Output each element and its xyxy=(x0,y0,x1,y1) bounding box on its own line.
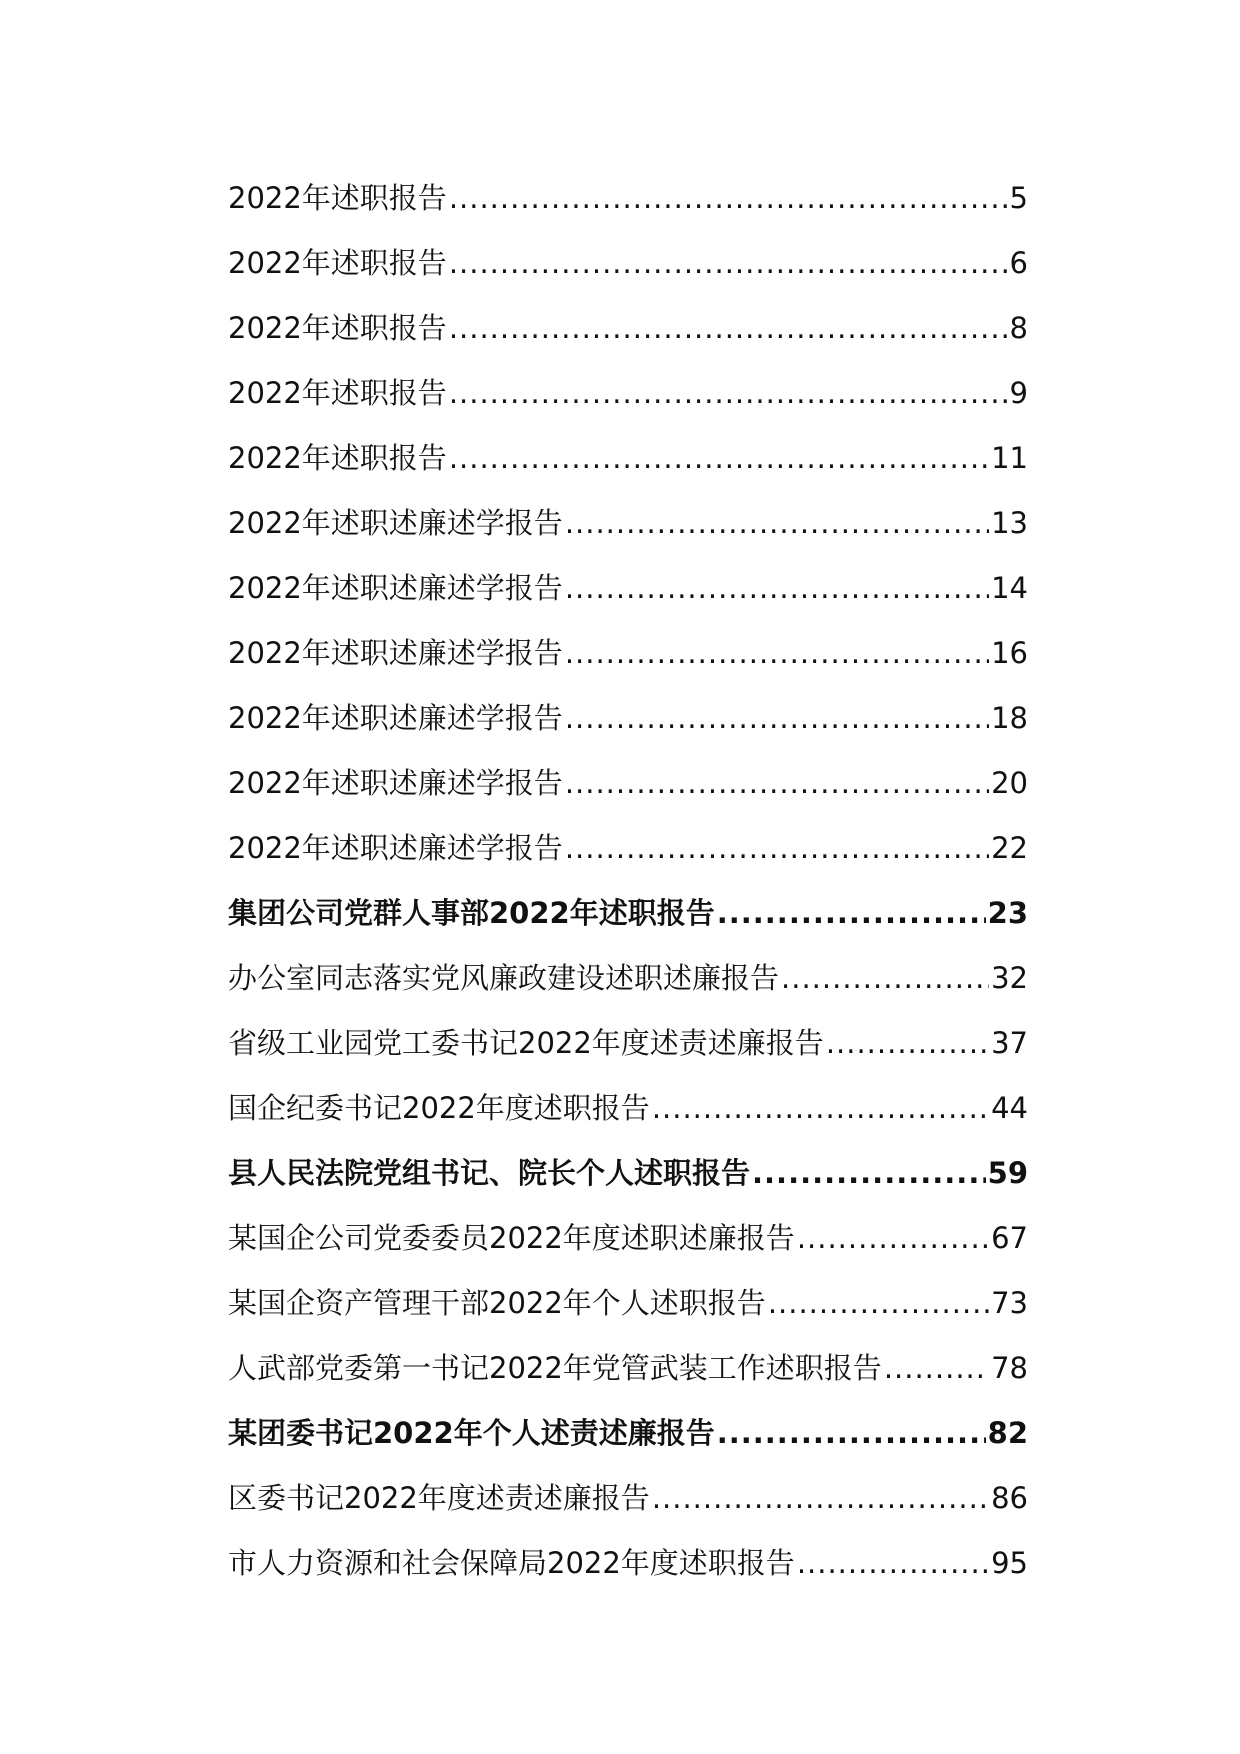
toc-leader-dots xyxy=(652,1466,989,1531)
toc-entry-page: 16 xyxy=(991,636,1028,670)
toc-entry-page: 11 xyxy=(991,441,1028,475)
toc-leader-dots xyxy=(565,621,989,686)
toc-leader-dots xyxy=(884,1336,989,1401)
table-of-contents xyxy=(228,166,1028,1596)
toc-entry-title: 办公室同志落实党风廉政建设述职述廉报告 xyxy=(228,961,780,995)
toc-entry-title: 2022年述职报告 xyxy=(228,311,447,345)
toc-entry-page: 18 xyxy=(991,701,1028,735)
toc-leader-dots xyxy=(565,686,989,751)
toc-entry-page: 5 xyxy=(1009,181,1028,215)
toc-entry[interactable] xyxy=(228,426,1028,491)
toc-entry-page: 8 xyxy=(1009,311,1028,345)
toc-entry-page: 86 xyxy=(991,1481,1028,1515)
toc-leader-dots xyxy=(826,1011,989,1076)
toc-entry[interactable] xyxy=(228,556,1028,621)
toc-leader-dots xyxy=(449,426,989,491)
toc-entry-title: 集团公司党群人事部2022年述职报告 xyxy=(228,896,715,930)
toc-entry-page: 73 xyxy=(991,1286,1028,1320)
toc-leader-dots xyxy=(449,231,1008,296)
toc-entry-title: 市人力资源和社会保障局2022年度述职报告 xyxy=(228,1546,795,1580)
toc-entry-page: 37 xyxy=(991,1026,1028,1060)
toc-leader-dots xyxy=(781,946,989,1011)
toc-entry-page: 13 xyxy=(991,506,1028,540)
toc-entry[interactable] xyxy=(228,1011,1028,1076)
toc-leader-dots xyxy=(717,881,986,946)
toc-entry-page: 9 xyxy=(1009,376,1028,410)
toc-entry-title: 省级工业园党工委书记2022年度述责述廉报告 xyxy=(228,1026,824,1060)
toc-entry[interactable] xyxy=(228,686,1028,751)
toc-leader-dots xyxy=(449,361,1008,426)
toc-entry[interactable] xyxy=(228,1531,1028,1596)
toc-entry-title: 某国企公司党委委员2022年度述职述廉报告 xyxy=(228,1221,795,1255)
toc-entry-title: 2022年述职述廉述学报告 xyxy=(228,831,563,865)
toc-entry-page: 22 xyxy=(991,831,1028,865)
toc-entry[interactable] xyxy=(228,1271,1028,1336)
toc-entry[interactable] xyxy=(228,621,1028,686)
toc-entry-title: 2022年述职述廉述学报告 xyxy=(228,701,563,735)
toc-leader-dots xyxy=(797,1531,989,1596)
toc-leader-dots xyxy=(565,556,989,621)
toc-entry-title: 2022年述职报告 xyxy=(228,376,447,410)
toc-entry-page: 14 xyxy=(991,571,1028,605)
toc-entry[interactable] xyxy=(228,1141,1028,1206)
toc-entry-page: 82 xyxy=(987,1416,1028,1450)
toc-entry[interactable] xyxy=(228,751,1028,816)
toc-entry-title: 2022年述职述廉述学报告 xyxy=(228,636,563,670)
toc-leader-dots xyxy=(797,1206,989,1271)
toc-entry-title: 2022年述职报告 xyxy=(228,246,447,280)
toc-leader-dots xyxy=(565,491,989,556)
toc-leader-dots xyxy=(768,1271,989,1336)
toc-entry-page: 23 xyxy=(987,896,1028,930)
toc-entry-title: 2022年述职述廉述学报告 xyxy=(228,506,563,540)
toc-entry-title: 2022年述职述廉述学报告 xyxy=(228,571,563,605)
toc-leader-dots xyxy=(565,751,989,816)
toc-leader-dots xyxy=(717,1401,986,1466)
toc-leader-dots xyxy=(565,816,989,881)
toc-entry[interactable] xyxy=(228,881,1028,946)
toc-entry[interactable] xyxy=(228,1336,1028,1401)
toc-entry[interactable] xyxy=(228,296,1028,361)
toc-entry[interactable] xyxy=(228,1466,1028,1531)
toc-entry[interactable] xyxy=(228,1076,1028,1141)
toc-entry[interactable] xyxy=(228,816,1028,881)
toc-entry-title: 人武部党委第一书记2022年党管武装工作述职报告 xyxy=(228,1351,882,1385)
toc-entry-page: 44 xyxy=(991,1091,1028,1125)
toc-entry-title: 2022年述职报告 xyxy=(228,441,447,475)
toc-entry[interactable] xyxy=(228,1206,1028,1271)
toc-entry-title: 2022年述职报告 xyxy=(228,181,447,215)
toc-entry[interactable] xyxy=(228,1401,1028,1466)
toc-entry-title: 县人民法院党组书记、院长个人述职报告 xyxy=(228,1156,751,1190)
toc-entry[interactable] xyxy=(228,166,1028,231)
toc-leader-dots xyxy=(449,166,1008,231)
toc-entry-title: 2022年述职述廉述学报告 xyxy=(228,766,563,800)
toc-entry[interactable] xyxy=(228,491,1028,556)
toc-entry[interactable] xyxy=(228,946,1028,1011)
toc-entry-page: 6 xyxy=(1009,246,1028,280)
toc-entry-title: 国企纪委书记2022年度述职报告 xyxy=(228,1091,650,1125)
toc-leader-dots xyxy=(752,1141,986,1206)
toc-entry-page: 20 xyxy=(991,766,1028,800)
toc-leader-dots xyxy=(652,1076,989,1141)
toc-entry-page: 95 xyxy=(991,1546,1028,1580)
toc-entry-title: 区委书记2022年度述责述廉报告 xyxy=(228,1481,650,1515)
toc-entry-page: 32 xyxy=(991,961,1028,995)
toc-leader-dots xyxy=(449,296,1008,361)
toc-entry[interactable] xyxy=(228,361,1028,426)
toc-entry-page: 78 xyxy=(991,1351,1028,1385)
toc-entry-page: 59 xyxy=(987,1156,1028,1190)
toc-entry-title: 某团委书记2022年个人述责述廉报告 xyxy=(228,1416,715,1450)
toc-entry[interactable] xyxy=(228,231,1028,296)
toc-entry-page: 67 xyxy=(991,1221,1028,1255)
toc-entry-title: 某国企资产管理干部2022年个人述职报告 xyxy=(228,1286,766,1320)
